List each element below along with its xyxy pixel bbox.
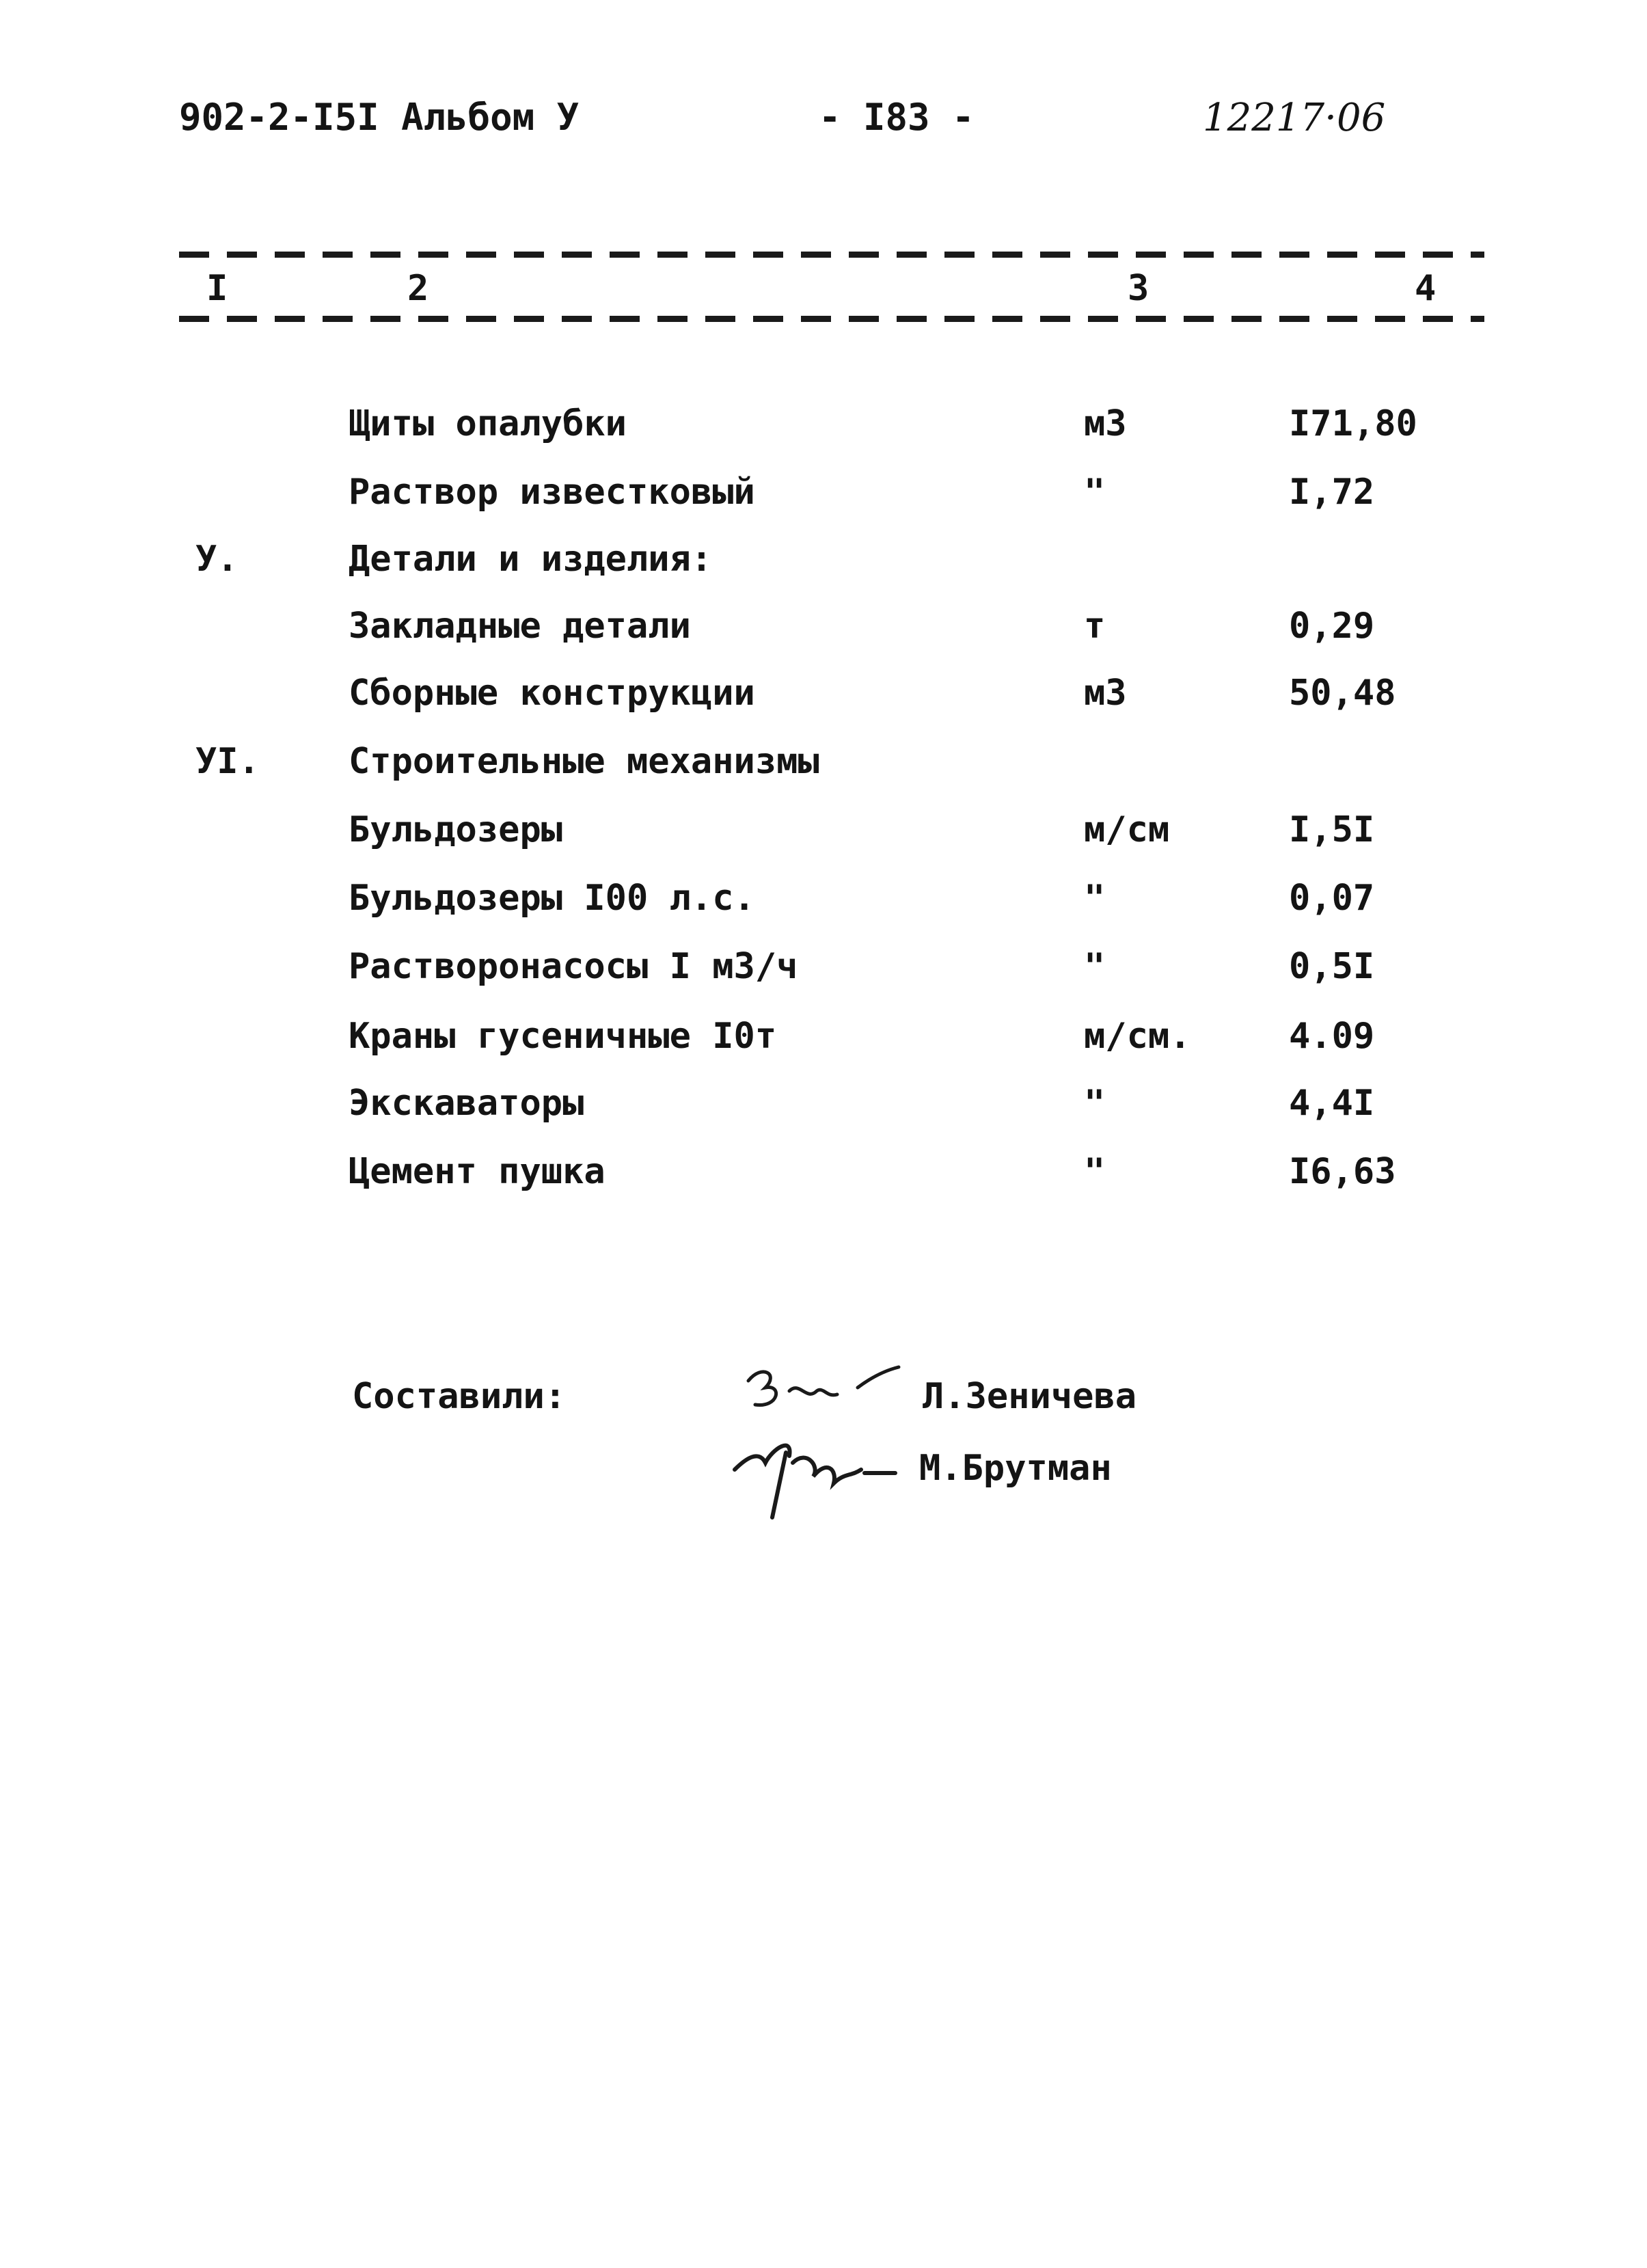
row-11-unit: " <box>1084 1083 1106 1124</box>
row-2-unit: " <box>1084 472 1106 513</box>
column-number-4: 4 <box>1415 268 1437 309</box>
handwritten-signature-2 <box>724 1422 916 1524</box>
row-12-name: Цемент пушка <box>349 1151 605 1192</box>
signatory-1-name: Л.Зеничева <box>923 1376 1137 1417</box>
column-number-3: 3 <box>1128 268 1149 309</box>
row-2-name: Раствор известковый <box>349 472 755 513</box>
row-5-unit: м3 <box>1084 673 1127 714</box>
row-10-name: Краны гусеничные I0т <box>349 1016 777 1057</box>
row-6-num: УI. <box>195 741 260 782</box>
column-number-2: 2 <box>407 268 429 309</box>
table-header-rule <box>179 316 1484 322</box>
row-4-unit: т <box>1084 606 1106 647</box>
row-12-unit: " <box>1084 1151 1106 1192</box>
row-1-name: Щиты опалубки <box>349 403 627 444</box>
row-5-name: Сборные конструкции <box>349 673 755 714</box>
row-4-value: 0,29 <box>1289 606 1375 647</box>
row-8-unit: " <box>1084 878 1106 919</box>
row-3-num: У. <box>195 539 239 580</box>
row-10-value: 4.09 <box>1289 1016 1375 1057</box>
signatures-label: Составили: <box>352 1376 567 1417</box>
row-1-unit: м3 <box>1084 403 1127 444</box>
row-9-unit: " <box>1084 946 1106 987</box>
signatory-2-name: М.Брутман <box>919 1448 1112 1489</box>
handwritten-signature-1 <box>741 1360 906 1422</box>
row-9-name: Растворонасосы I м3/ч <box>349 946 798 987</box>
row-11-name: Экскаваторы <box>349 1083 584 1124</box>
page-number: - I83 - <box>819 96 975 139</box>
row-12-value: I6,63 <box>1289 1151 1396 1192</box>
row-3-name: Детали и изделия: <box>349 539 713 580</box>
row-5-value: 50,48 <box>1289 673 1396 714</box>
row-2-value: I,72 <box>1289 472 1375 513</box>
row-7-name: Бульдозеры <box>349 809 563 850</box>
table-top-rule <box>179 252 1484 258</box>
column-number-1: I <box>206 268 228 309</box>
row-4-name: Закладные детали <box>349 606 691 647</box>
row-7-unit: м/см <box>1084 809 1170 850</box>
row-8-name: Бульдозеры I00 л.с. <box>349 878 755 919</box>
row-7-value: I,5I <box>1289 809 1375 850</box>
row-9-value: 0,5I <box>1289 946 1375 987</box>
row-10-unit: м/см. <box>1084 1016 1191 1057</box>
document-code: 902-2-I5I Альбом У <box>179 96 580 139</box>
row-11-value: 4,4I <box>1289 1083 1375 1124</box>
handwritten-number: 12217·06 <box>1203 96 1386 140</box>
row-1-value: I71,80 <box>1289 403 1417 444</box>
row-6-name: Строительные механизмы <box>349 741 819 782</box>
row-8-value: 0,07 <box>1289 878 1375 919</box>
